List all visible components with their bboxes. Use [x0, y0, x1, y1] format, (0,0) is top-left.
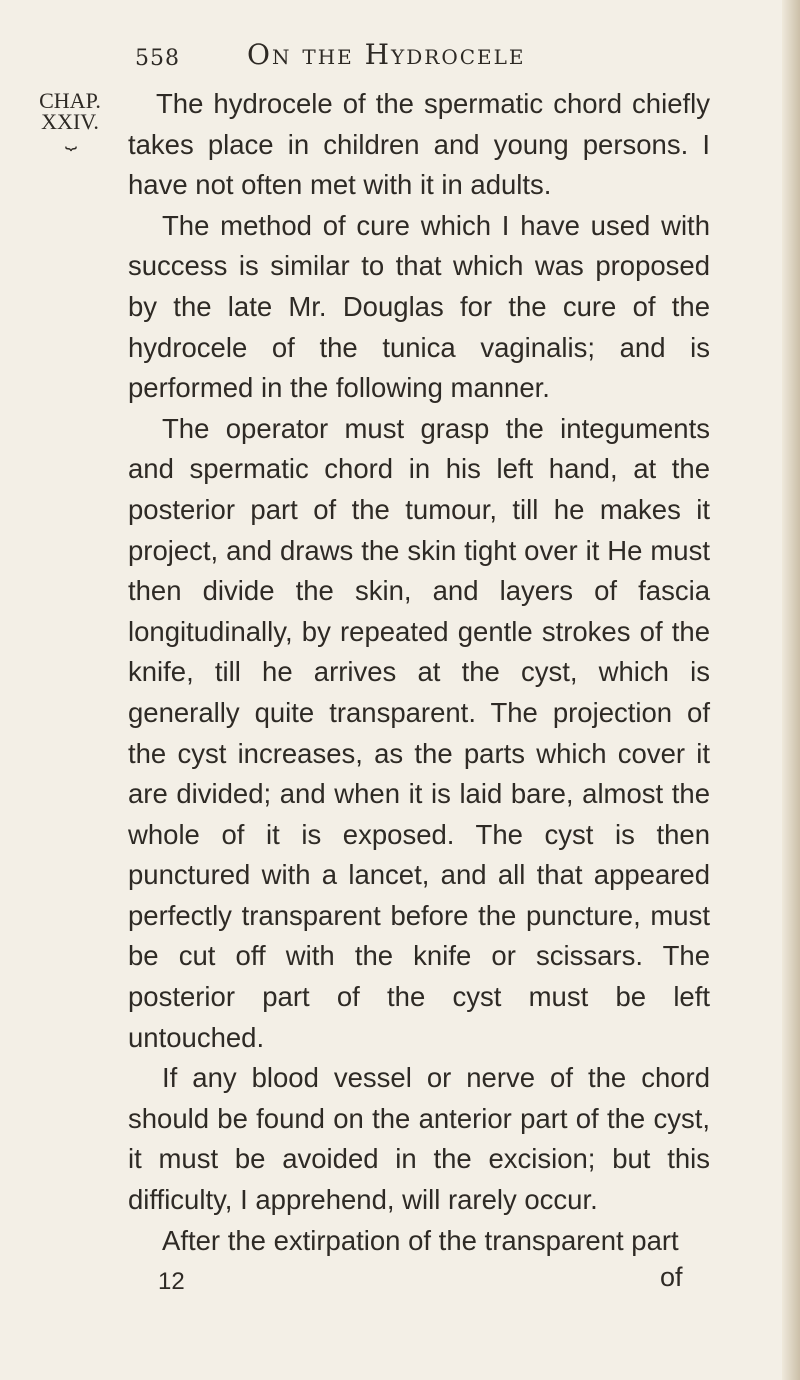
- running-head: On the Hydrocele: [247, 38, 526, 71]
- margin-chapter-number: XXIV.: [41, 109, 99, 134]
- margin-note: [30, 88, 110, 150]
- page-number: 558: [135, 46, 180, 71]
- page-footer: [0, 1262, 800, 1308]
- page-header: [135, 38, 675, 88]
- paragraph-3: The operator must grasp the integuments and spermatic chord in his left hand, at the posterior part of the tumour, till he makes it project, and draws the skin tight over it He must then divide the skin, and layers of fascia longitudinally, by repeated gentle strokes of the knife, till he arrives at the cyst, which is generally quite transparent. The projection of the cyst increases, as the parts which cover it are divided; and when it is laid bare, almost the whole of it is exposed. The cyst is then punctured with a lancet, and all that appeared perfectly transparent before the puncture, must be cut off with the knife or scissars. The posterior part of the cyst must be left untouched.: [128, 412, 710, 1053]
- catchword: of: [660, 1262, 683, 1292]
- paragraph-2: The method of cure which I have used with success is similar to that which was proposed by the late Mr. Douglas for the cure of the hydrocele of the tunica vaginalis; and is performed in the following manner.: [128, 209, 710, 404]
- paragraph-4: If any blood vessel or nerve of the chord should be found on the anterior part of the cyst, it must be avoided in the excision; but this difficulty, I apprehend, will rarely occur.: [128, 1062, 710, 1216]
- paragraph-1: The hydrocele of the spermatic chord chiefly takes place in children and young persons. I have not often met with it in adults.: [128, 88, 710, 201]
- margin-brace: ⏟: [65, 128, 75, 150]
- body-text: [128, 84, 710, 1261]
- margin-chapter-label: CHAP.: [39, 88, 101, 113]
- signature-mark: 12: [158, 1268, 185, 1295]
- page-edge-shadow: [782, 0, 800, 1380]
- paragraph-5: After the extirpation of the transparent part: [162, 1224, 679, 1256]
